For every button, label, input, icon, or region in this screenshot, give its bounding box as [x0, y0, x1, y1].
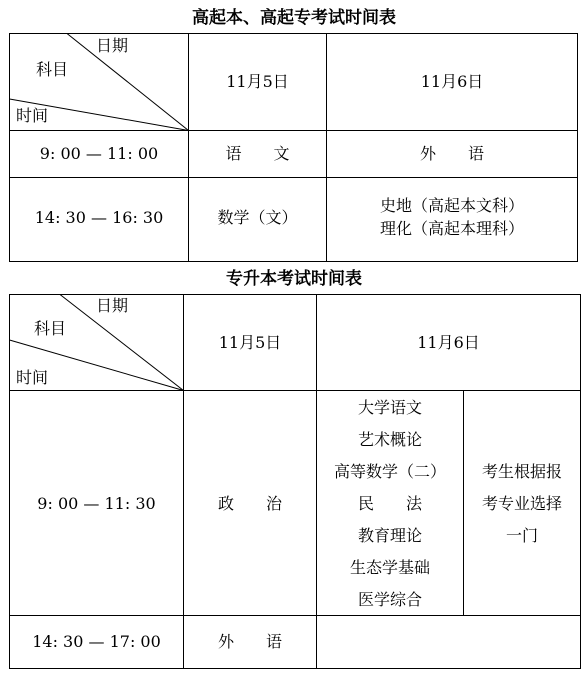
table2-row1-note-line: 一门: [505, 526, 538, 545]
table1-row2-time: 14: 30 — 16: 30: [34, 208, 164, 227]
table1-row1-day1: 语 文: [225, 144, 290, 163]
table1-title: 高起本、高起专考试时间表: [192, 8, 396, 28]
table2-row1-subject-item: 生态学基础: [349, 558, 430, 577]
table2-row1-note-line: 考生根据报: [481, 462, 562, 481]
table2-row2-day1: 外 语: [217, 632, 282, 651]
table1-row2-day2-line1: 史地（高起本文科）: [379, 196, 524, 215]
table2-header-date: 日期: [96, 296, 129, 315]
table2-row2-time: 14: 30 — 17: 00: [32, 632, 161, 651]
table2-row1-subject-item: 艺术概论: [357, 430, 422, 449]
table2-title: 专升本考试时间表: [226, 269, 362, 289]
table1-row1-day2: 外 语: [419, 144, 484, 163]
table1-header-time: 时间: [16, 106, 49, 125]
table1-row2-day1: 数学（文）: [217, 208, 298, 227]
table2-row1-subject-item: 医学综合: [357, 590, 422, 609]
table2-header-day2: 11月6日: [417, 333, 480, 352]
table2-row1-subject-item: 高等数学（二）: [333, 462, 446, 481]
table1-header-day2: 11月6日: [420, 72, 484, 91]
table2-row1-subject-item: 教育理论: [357, 526, 422, 545]
table1-header-subject: 科目: [36, 60, 69, 79]
table2-row1-subject-item: 大学语文: [357, 398, 422, 417]
table2-row1-time: 9: 00 — 11: 30: [37, 494, 156, 513]
table1-row2-day2-line2: 理化（高起本理科）: [379, 219, 524, 238]
table2-row1-subject-item: 民 法: [357, 494, 422, 513]
table2-header-subject: 科目: [34, 319, 67, 338]
table2-row1-day1: 政 治: [217, 494, 282, 513]
table1-header-date: 日期: [96, 36, 129, 55]
table2-row1-note-line: 考专业选择: [481, 494, 562, 513]
table2-header-day1: 11月5日: [218, 333, 282, 352]
table1-row1-time: 9: 00 — 11: 00: [39, 144, 159, 163]
table1-header-day1: 11月5日: [226, 72, 289, 91]
table2-header-time: 时间: [16, 368, 49, 387]
